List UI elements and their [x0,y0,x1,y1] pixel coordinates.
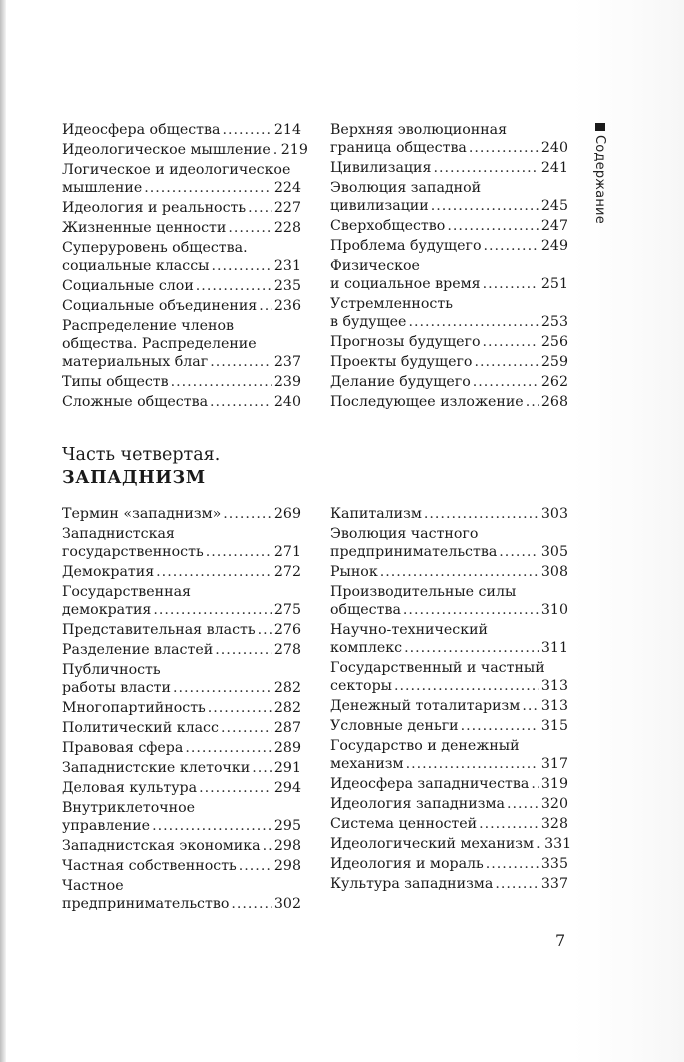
toc-entry-line [330,717,568,735]
dot-leader [424,505,539,523]
toc-entry-page: 294 [273,780,301,796]
toc-entry-title: Социальные объединения [62,298,258,314]
toc-entry[interactable] [62,877,301,913]
toc-entry-title: в будущее [330,314,407,330]
toc-entry-line [330,697,568,715]
toc-entry-title: Капитализм [330,506,422,522]
toc-entry-line [62,277,301,295]
toc-entry-page: 249 [540,238,568,254]
dot-leader [228,219,272,237]
dot-leader [221,719,272,737]
side-tab-marker [595,123,605,131]
dot-leader [171,373,272,391]
dot-leader [152,817,272,835]
toc-entry[interactable] [62,161,301,197]
toc-entry-line [330,835,572,853]
toc-entry-page: 302 [273,896,301,912]
toc-entry-line [62,179,301,197]
toc-entry-page: 224 [273,180,301,196]
toc-entry[interactable] [330,563,568,581]
toc-entry-page: 262 [540,374,568,390]
toc-entry-line [62,505,301,523]
dot-leader [222,121,271,139]
toc-entry[interactable] [62,239,301,275]
toc-entry[interactable] [330,353,568,371]
toc-entry-line [62,699,301,717]
toc-entry-line [330,505,568,523]
dot-leader [259,297,272,315]
dot-leader [248,199,272,217]
toc-entry-line [62,895,301,913]
dot-leader [495,875,539,893]
toc-entry-title: Культура западнизма [330,876,494,892]
toc-entry-page: 227 [273,200,301,216]
toc-entry[interactable] [62,393,301,411]
toc-entry[interactable] [330,217,568,235]
toc-entry-line [62,257,301,275]
toc-entry-line [330,755,568,773]
toc-entry-line [62,679,301,697]
toc-entry-title: механизм [330,756,404,772]
toc-entry-title: Деловая культура [62,780,198,796]
toc-entry-title-line: Верхняя эволюционная [330,122,508,138]
toc-entry-page: 328 [540,816,568,832]
toc-entry-title: комплекс [330,640,403,656]
dot-leader [499,543,539,561]
toc-entry[interactable] [330,815,568,833]
toc-entry-page: 319 [540,776,568,792]
toc-entry-title-line: Физическое [330,258,420,274]
toc-entry-title: Сверхобщество [330,218,446,234]
toc-entry-page: 289 [273,740,301,756]
toc-entry-title: Делание будущего [330,374,471,390]
dot-leader [479,815,539,833]
toc-column-bottom-right [330,505,572,895]
toc-entry-line [62,739,301,757]
toc-entry-line [330,237,568,255]
toc-entry[interactable] [330,621,568,657]
toc-entry-title: Прогнозы будущего [330,334,481,350]
toc-entry-title: предпринимательство [62,896,230,912]
toc-entry[interactable] [330,179,568,215]
toc-entry-page: 241 [540,160,568,176]
dot-leader [199,779,272,797]
toc-entry-page: 315 [540,718,568,734]
toc-entry-title-line: Производительные силы [330,584,517,600]
toc-entry-title: Западнистская экономика [62,838,261,854]
toc-column-top-left [62,121,308,413]
toc-entry[interactable] [330,835,572,853]
toc-entry-line [330,373,568,391]
toc-entry-title: социальные классы [62,258,210,274]
toc-entry-title: Идеология и мораль [330,856,484,872]
toc-entry-title: Многопартийность [62,700,206,716]
toc-entry-title-line: Эволюция западной [330,180,482,196]
toc-entry[interactable] [62,373,301,391]
dot-leader [231,895,272,913]
toc-entry-title-line: Государство и денежный [330,738,520,754]
toc-entry-page: 259 [540,354,568,370]
toc-entry-title: Идеосфера общества [62,122,221,138]
toc-entry-page: 317 [540,756,568,772]
toc-entry[interactable] [330,737,568,773]
toc-entry-line [62,817,301,835]
toc-entry-title: работы власти [62,680,171,696]
toc-entry-line [62,621,301,639]
toc-entry[interactable] [330,775,568,793]
toc-entry-line [62,857,301,875]
dot-leader [526,393,539,411]
toc-entry-line [330,563,568,581]
toc-entry-line [330,197,568,215]
toc-entry-title: демократия [62,602,152,618]
toc-entry[interactable] [62,799,301,835]
toc-entry-page: 271 [273,544,301,560]
dot-leader [447,217,539,235]
toc-entry-page: 228 [273,220,301,236]
toc-entry-title: Рынок [330,564,378,580]
toc-entry[interactable] [62,525,301,561]
toc-entry-page: 269 [273,506,301,522]
toc-entry-page: 291 [273,760,301,776]
dot-leader [486,855,539,873]
toc-entry-page: 237 [273,354,301,370]
toc-entry-page: 236 [273,298,301,314]
toc-entry[interactable] [62,719,301,737]
dot-leader [252,759,272,777]
toc-entry-title: Сложные общества [62,394,209,410]
toc-entry-line [330,639,568,657]
toc-entry[interactable] [330,393,568,411]
toc-entry-title: Западнистские клеточки [62,760,251,776]
toc-entry-page: 308 [540,564,568,580]
toc-entry[interactable] [330,855,568,873]
toc-entry[interactable] [62,297,301,315]
toc-entry[interactable] [62,837,301,855]
toc-entry[interactable] [330,875,568,893]
toc-entry-line [330,275,568,293]
toc-entry-page: 278 [273,642,301,658]
toc-entry-title: Последующее изложение [330,394,524,410]
dot-leader [263,837,272,855]
toc-entry-title: Представительная власть [62,622,256,638]
dot-leader [206,543,272,561]
part-label: Часть четвертая. [62,445,221,465]
dot-leader [210,393,272,411]
dot-leader [239,857,272,875]
toc-entry-title-line: Эволюция частного [330,526,479,542]
dot-leader [273,141,279,159]
page-gutter-shadow [0,0,6,1062]
toc-entry-title-line: Научно-технический [330,622,489,638]
dot-leader [433,159,538,177]
toc-entry-page: 235 [273,278,301,294]
toc-entry-line [330,313,568,331]
toc-entry-line [62,393,301,411]
toc-entry[interactable] [330,525,568,561]
toc-entry-title-line: Западнистская [62,526,175,542]
part-title: ЗАПАДНИЗМ [62,468,206,488]
toc-entry[interactable] [330,121,568,157]
toc-entry-title: Цивилизация [330,160,432,176]
toc-entry-title-line: Внутриклеточное [62,800,196,816]
toc-entry-page: 310 [540,602,568,618]
toc-entry-line [62,641,301,659]
toc-entry[interactable] [62,759,301,777]
toc-entry-line [62,353,301,371]
dot-leader [223,505,272,523]
toc-entry-title: Проблема будущего [330,238,482,254]
dot-leader [156,563,272,581]
toc-entry-page: 247 [540,218,568,234]
dot-leader [153,601,272,619]
toc-entry-page: 276 [273,622,301,638]
toc-entry-page: 282 [273,680,301,696]
dot-leader [258,621,272,639]
toc-entry-line [62,779,301,797]
toc-entry-title-line: Устремленность [330,296,453,312]
toc-entry[interactable] [330,373,568,391]
dot-leader [522,697,539,715]
toc-entry[interactable] [330,659,568,695]
dot-leader [403,601,539,619]
toc-entry-page: 287 [273,720,301,736]
dot-leader [394,677,539,695]
toc-entry-line [62,543,301,561]
toc-entry-title: Правовая сфера [62,740,184,756]
toc-entry-title-line: Частное [62,878,124,894]
toc-entry[interactable] [62,141,308,159]
toc-entry-title-line: Государственная [62,584,192,600]
toc-entry-line [330,217,568,235]
toc-entry[interactable] [330,159,568,177]
toc-entry[interactable] [330,237,568,255]
toc-entry-line [330,139,568,157]
toc-entry-title-line: Распределение членов [62,318,235,334]
toc-entry[interactable] [62,317,301,371]
toc-entry-line [62,563,301,581]
dot-leader [196,277,272,295]
toc-entry-page: 240 [273,394,301,410]
dot-leader [473,373,539,391]
part-heading [62,444,362,490]
dot-leader [536,835,542,853]
toc-entry[interactable] [62,219,301,237]
toc-entry-line [62,141,308,159]
page-edge-shade [572,0,684,1062]
toc-column-top-right [330,121,568,413]
dot-leader [531,775,539,793]
toc-entry-title: Разделение властей [62,642,214,658]
toc-entry-page: 303 [540,506,568,522]
toc-entry-page: 298 [273,858,301,874]
toc-entry-page: 282 [273,700,301,716]
toc-entry-title: государственность [62,544,204,560]
side-tab-label: Содержание [592,135,607,224]
dot-leader [380,563,539,581]
toc-entry-page: 253 [540,314,568,330]
toc-entry[interactable] [330,333,568,351]
dot-leader [173,679,272,697]
toc-entry-title: Термин «западнизм» [62,506,222,522]
toc-entry[interactable] [330,795,568,813]
toc-entry-title: общества [330,602,401,618]
toc-entry-title: материальных благ [62,354,209,370]
toc-entry-title: Идеологическое мышление [62,142,271,158]
toc-entry[interactable] [330,505,568,523]
toc-entry-line [62,199,301,217]
toc-entry-line [62,121,301,139]
toc-entry-page: 272 [273,564,301,580]
toc-entry-title-line: общества. Распределение [62,336,257,352]
toc-entry-title: Демократия [62,564,155,580]
toc-entry-page: 214 [273,122,301,138]
toc-entry-page: 311 [540,640,568,656]
toc-entry-title-line: Публичность [62,662,161,678]
toc-entry-title: Условные деньги [330,718,459,734]
toc-entry-line [330,393,568,411]
toc-entry-page: 320 [540,796,568,812]
toc-entry[interactable] [330,717,568,735]
toc-entry-title-line: Суперуровень общества. [62,240,248,256]
dot-leader [483,275,539,293]
toc-entry-line [330,775,568,793]
toc-entry-title-line: Логическое и идеологическое [62,162,291,178]
toc-entry-line [330,543,568,561]
page-number: 7 [555,931,566,950]
toc-entry-line [62,719,301,737]
toc-entry-page: 305 [540,544,568,560]
toc-entry[interactable] [62,505,301,523]
dot-leader [404,639,539,657]
toc-entry-title: Денежный тоталитаризм [330,698,521,714]
toc-entry-title-line: Государственный и частный [330,660,545,676]
toc-entry-line [330,159,568,177]
toc-entry-title: Политический класс [62,720,219,736]
toc-entry-page: 313 [540,678,568,694]
toc-entry-line [330,795,568,813]
toc-entry-title: Частная собственность [62,858,237,874]
toc-entry-page: 275 [273,602,301,618]
dot-leader [144,179,272,197]
toc-entry-line [330,855,568,873]
toc-entry-title: мышление [62,180,143,196]
toc-entry[interactable] [330,697,568,715]
toc-entry-title: и социальное время [330,276,481,292]
dot-leader [208,699,272,717]
toc-entry-line [330,677,568,695]
toc-entry-title: цивилизации [330,198,429,214]
toc-entry-line [62,759,301,777]
dot-leader [406,755,539,773]
toc-entry[interactable] [62,699,301,717]
toc-column-bottom-left [62,505,301,915]
toc-entry-page: 298 [273,838,301,854]
toc-entry[interactable] [62,199,301,217]
dot-leader [461,717,539,735]
dot-leader [507,795,539,813]
toc-entry[interactable] [62,277,301,295]
toc-entry-line [330,875,568,893]
toc-entry-line [62,837,301,855]
toc-entry[interactable] [330,257,568,293]
toc-entry-line [330,815,568,833]
toc-entry[interactable] [62,641,301,659]
dot-leader [215,641,272,659]
toc-entry-page: 239 [273,374,301,390]
toc-entry-title: Проекты будущего [330,354,473,370]
toc-entry-page: 245 [540,198,568,214]
toc-entry-line [62,219,301,237]
toc-entry[interactable] [330,295,568,331]
dot-leader [211,257,271,275]
toc-entry-line [330,333,568,351]
toc-entry-line [330,601,568,619]
toc-entry-page: 295 [273,818,301,834]
toc-entry-title: предпринимательства [330,544,498,560]
dot-leader [210,353,272,371]
toc-entry-page: 219 [280,142,308,158]
toc-entry-title: секторы [330,678,392,694]
toc-entry-title: Жизненные ценности [62,220,227,236]
toc-entry-line [330,353,568,371]
toc-entry-page: 231 [273,258,301,274]
toc-entry-title: управление [62,818,151,834]
toc-entry-page: 251 [540,276,568,292]
toc-entry-page: 331 [544,836,572,852]
dot-leader [185,739,272,757]
toc-entry-title: Идеология западнизма [330,796,505,812]
toc-entry[interactable] [62,583,301,619]
toc-entry-page: 268 [540,394,568,410]
toc-entry-title: Идеологический механизм [330,836,535,852]
toc-entry-title: Идеология и реальность [62,200,247,216]
dot-leader [474,353,538,371]
toc-entry[interactable] [62,779,301,797]
toc-entry-page: 313 [540,698,568,714]
toc-entry-page: 335 [540,856,568,872]
toc-entry[interactable] [62,857,301,875]
dot-leader [469,139,539,157]
dot-leader [408,313,538,331]
toc-entry-title: Система ценностей [330,816,478,832]
toc-entry[interactable] [62,563,301,581]
toc-entry[interactable] [62,621,301,639]
section-side-tab [592,123,610,243]
toc-entry-page: 256 [540,334,568,350]
toc-entry-line [62,373,301,391]
toc-entry-title: Идеосфера западничества [330,776,530,792]
toc-entry-title: Типы обществ [62,374,169,390]
toc-entry-line [62,297,301,315]
toc-entry-line [62,601,301,619]
toc-entry[interactable] [62,121,301,139]
toc-entry-title: граница общества [330,140,467,156]
toc-entry-title: Социальные слои [62,278,194,294]
toc-entry-page: 240 [540,140,568,156]
toc-entry-page: 337 [540,876,568,892]
dot-leader [431,197,539,215]
toc-entry[interactable] [62,739,301,757]
toc-entry[interactable] [330,583,568,619]
dot-leader [483,237,538,255]
toc-entry[interactable] [62,661,301,697]
dot-leader [483,333,539,351]
